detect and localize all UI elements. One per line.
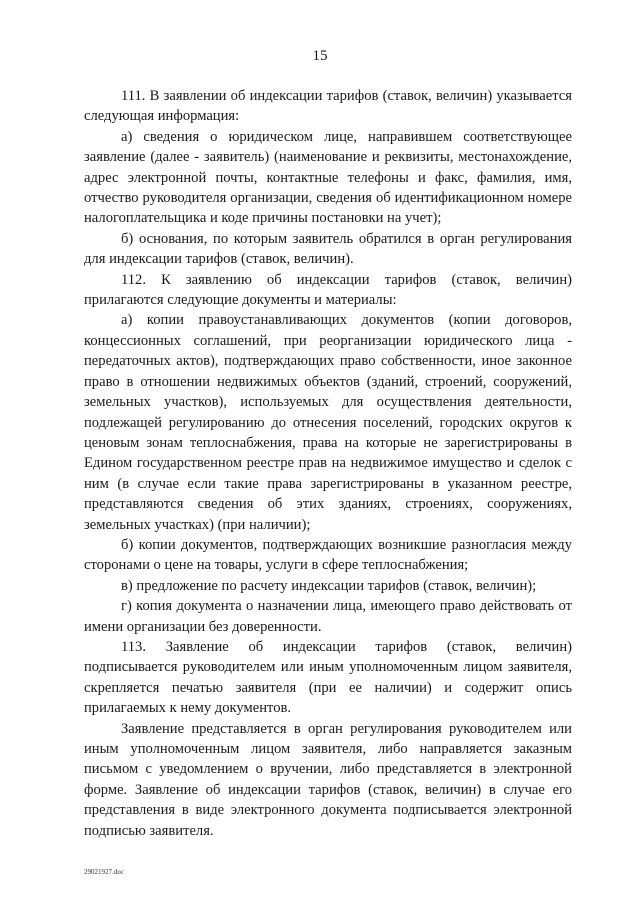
paragraph-112-b: б) копии документов, подтверждающих возникшие разногласия между сторонами о цене на товары, услуги в сфере теплоснабжения;: [84, 536, 572, 574]
footer-filename: 29021927.doc: [84, 868, 124, 876]
paragraph-112-a: а) копии правоустанавливающих документов (копии договоров, концессионных соглашений, при реорганизации юридического лица - передаточных актов), подтверждающих право собственности, иное законное право в отношении недвижимых объектов (зданий, строений, сооружений, земельных участков), используемых для осуществления деятельности, подлежащей регулированию до отнесения поселений, городских округов к ценовым зонам теплоснабжения, права на которые не зарегистрированы в Едином государственном реестре прав на недвижимое имущество и сделок с ним (в случае если такие права зарегистрированы в указанном реестре, представляются сведения об этих зданиях, строениях, сооружениях, земельных участках) (при наличии);: [84, 312, 572, 533]
paragraph-111-b: б) основания, по которым заявитель обратился в орган регулирования для индексации тарифов (ставок, величин).: [84, 230, 572, 268]
paragraph-111-a: а) сведения о юридическом лице, направившем соответствующее заявление (далее - заявитель) (наименование и реквизиты, местонахождение, адрес электронной почты, контактные телефоны и факс, фамилия, имя, отчество руководителя организации, сведения об идентификационном номере налогоплательщика и коде причины постановки на учет);: [84, 128, 572, 227]
paragraph-113: 113. Заявление об индексации тарифов (ставок, величин) подписывается руководителем или иным уполномоченным лицом заявителя, скрепляется печатью заявителя (при ее наличии) и содержит опись прилагаемых к нему документов.: [84, 638, 572, 717]
page-number: 15: [312, 48, 328, 64]
paragraph-111-intro: 111. В заявлении об индексации тарифов (ставок, величин) указывается следующая информация:: [84, 88, 572, 125]
paragraph-112-v: в) предложение по расчету индексации тарифов (ставок, величин);: [121, 577, 537, 594]
paragraph-112-g: г) копия документа о назначении лица, имеющего право действовать от имени организации без доверенности.: [84, 598, 572, 635]
document-body: [84, 86, 572, 841]
paragraph-submission: Заявление представляется в орган регулирования руководителем или иным уполномоченным лицом заявителя, либо направляется заказным письмом с уведомлением о вручении, либо представляется в электронной форме. Заявление об индексации тарифов (ставок, величин) в случае его представления в виде электронного документа подписывается электронной подписью заявителя.: [84, 720, 572, 839]
paragraph-112-intro: 112. К заявлению об индексации тарифов (ставок, величин) прилагаются следующие документы и материалы:: [84, 271, 572, 309]
